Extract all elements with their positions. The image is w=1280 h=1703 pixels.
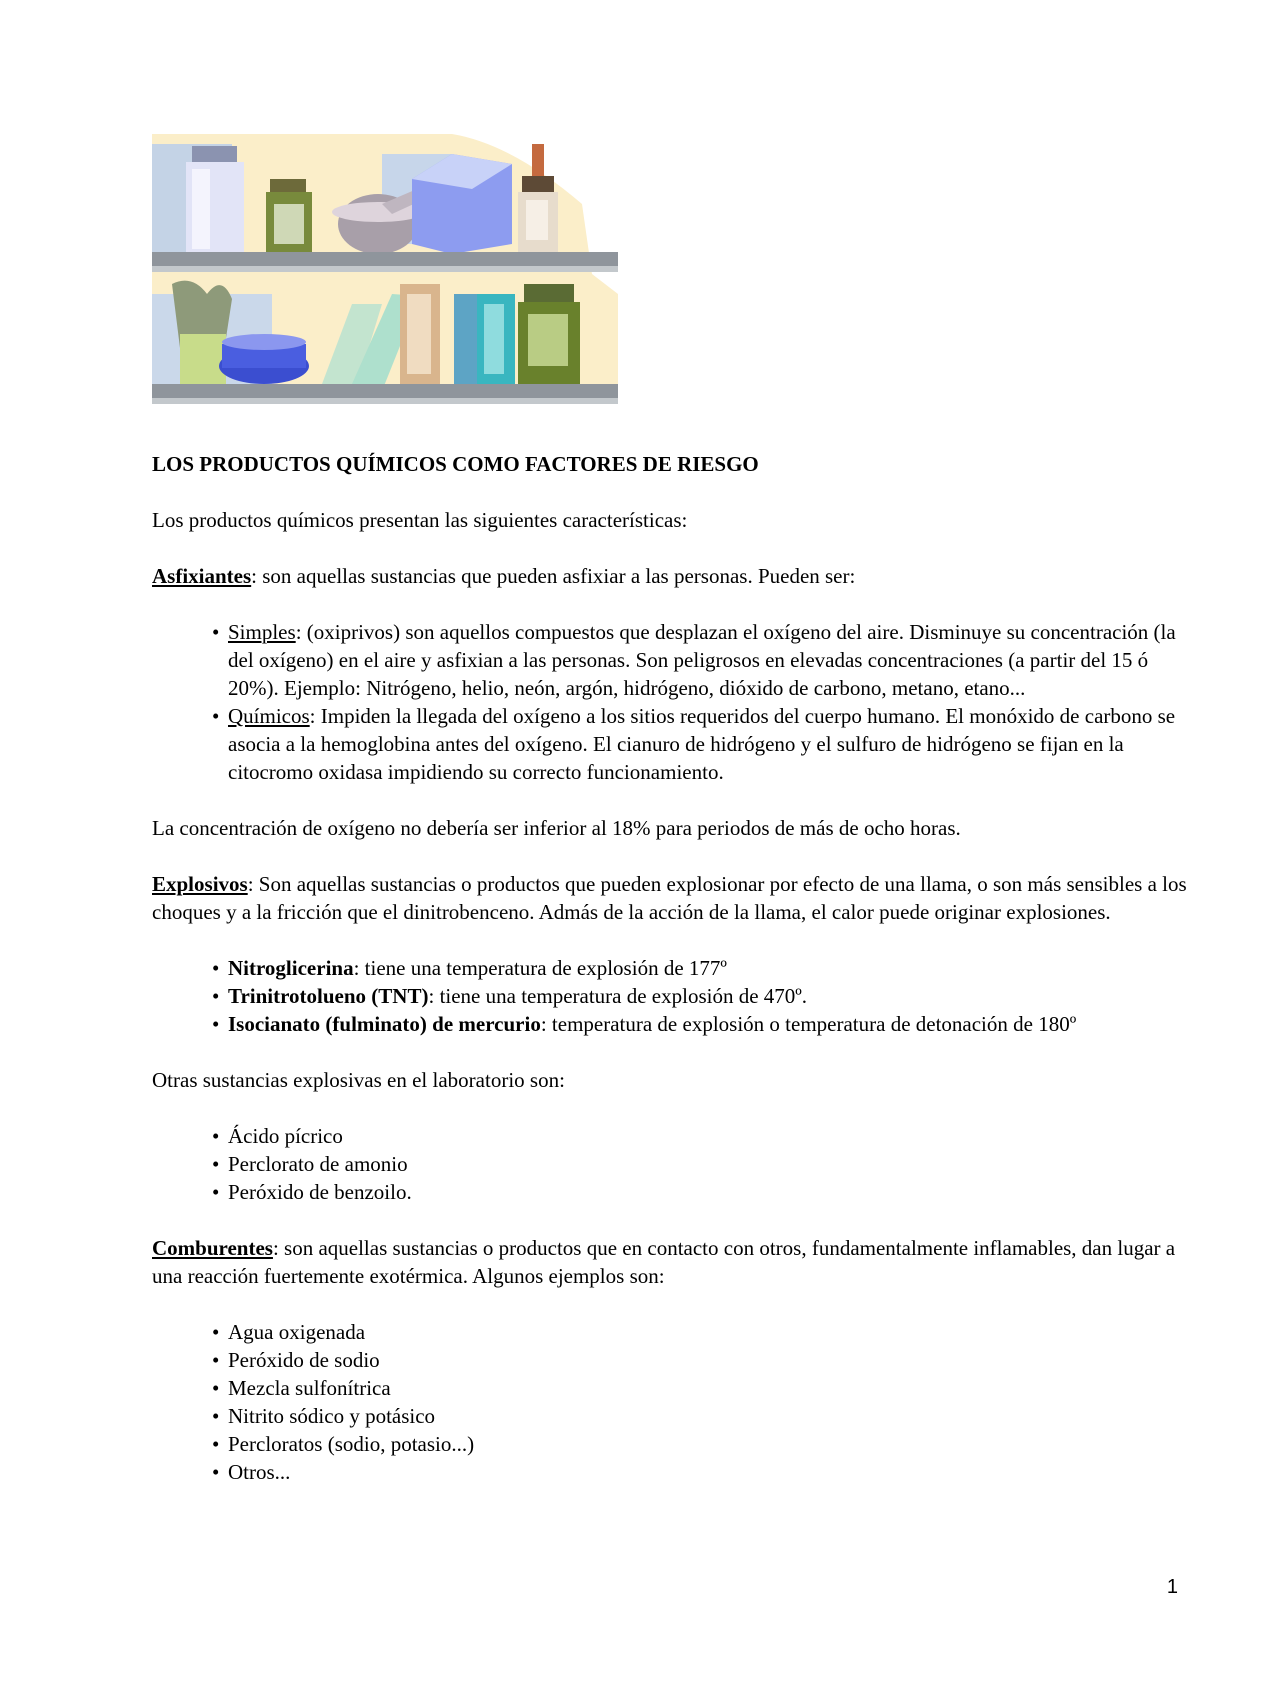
simples-text: : (oxiprivos) son aquellos compuestos que desplazan el oxígeno del aire. Disminuye su concentración (la del oxígeno) en el aire y asfixian a las personas. Son peligrosos en elevadas concentraciones (a partir del 15 ó 20%). Ejemplo: Nitrógeno, helio, neón, argón, hidrógeno, dióxido de carbono, metano, etano... xyxy=(228,620,1176,700)
asfixiantes-term: Asfixiantes xyxy=(152,564,252,588)
list-item: • Otros... xyxy=(212,1458,1192,1486)
list-item: • Ácido pícrico xyxy=(212,1122,1192,1150)
explosivos-term: Explosivos xyxy=(152,872,248,896)
isocianato-text: : temperatura de explosión o temperatura de detonación de 180º xyxy=(540,1012,1077,1036)
simples-term: Simples xyxy=(228,620,296,644)
explosivos-text: : Son aquellas sustancias o productos que pueden explosionar por efecto de una llama, o son más sensibles a los choques y a la fricción que el dinitrobenceno. Admás de la acción de la llama, el calor puede originar explosiones. xyxy=(152,872,1187,924)
list-item xyxy=(212,982,1192,1010)
document-page xyxy=(152,134,1192,1514)
explosivos-list xyxy=(152,954,1192,1038)
asfixiantes-list xyxy=(152,618,1192,786)
comburentes-paragraph xyxy=(152,1234,1192,1290)
list-item xyxy=(212,702,1192,786)
comburentes-term: Comburentes xyxy=(152,1236,273,1260)
asfixiantes-text: : son aquellas sustancias que pueden asfixiar a las personas. Pueden ser: xyxy=(251,564,856,588)
intro-paragraph: Los productos químicos presentan las siguientes características: xyxy=(152,508,688,532)
list-item: • Nitrito sódico y potásico xyxy=(212,1402,1192,1430)
list-item: • Perclorato de amonio xyxy=(212,1150,1192,1178)
quimicos-term: Químicos xyxy=(228,704,310,728)
quimicos-text: : Impiden la llegada del oxígeno a los sitios requeridos del cuerpo humano. El monóxido de carbono se asocia a la hemoglobina antes del oxígeno. El cianuro de hidrógeno y el sulfuro de hidrógeno se fijan en la citocromo oxidasa impidiendo su correcto funcionamiento. xyxy=(228,704,1176,784)
explosivos-paragraph xyxy=(152,870,1192,926)
comburentes-list xyxy=(152,1318,1192,1486)
list-item: • Percloratos (sodio, potasio...) xyxy=(212,1430,1192,1458)
nitroglicerina-term: Nitroglicerina xyxy=(228,956,354,980)
tnt-text: : tiene una temperatura de explosión de 470º. xyxy=(428,984,808,1008)
otras-list xyxy=(152,1122,1192,1206)
list-item: • Peróxido de benzoilo. xyxy=(212,1178,1192,1206)
list-item xyxy=(212,618,1192,702)
asfixiantes-paragraph xyxy=(152,562,1192,590)
isocianato-term: Isocianato (fulminato) de mercurio xyxy=(228,1012,541,1036)
list-item xyxy=(212,1010,1192,1038)
chemical-shelf-illustration xyxy=(152,134,618,414)
document-title: LOS PRODUCTOS QUÍMICOS COMO FACTORES DE RIESGO xyxy=(152,452,759,476)
otras-paragraph: Otras sustancias explosivas en el laboratorio son: xyxy=(152,1068,565,1092)
tnt-term: Trinitrotolueno (TNT) xyxy=(228,984,429,1008)
nitroglicerina-text: : tiene una temperatura de explosión de 177º xyxy=(353,956,727,980)
list-item: • Agua oxigenada xyxy=(212,1318,1192,1346)
list-item: • Mezcla sulfonítrica xyxy=(212,1374,1192,1402)
oxygen-note: La concentración de oxígeno no debería ser inferior al 18% para periodos de más de ocho horas. xyxy=(152,816,961,840)
comburentes-text: : son aquellas sustancias o productos que en contacto con otros, fundamentalmente inflamables, dan lugar a una reacción fuertemente exotérmica. Algunos ejemplos son: xyxy=(152,1236,1176,1288)
list-item xyxy=(212,954,1192,982)
list-item: • Peróxido de sodio xyxy=(212,1346,1192,1374)
page-number: 1 xyxy=(1166,1576,1178,1598)
